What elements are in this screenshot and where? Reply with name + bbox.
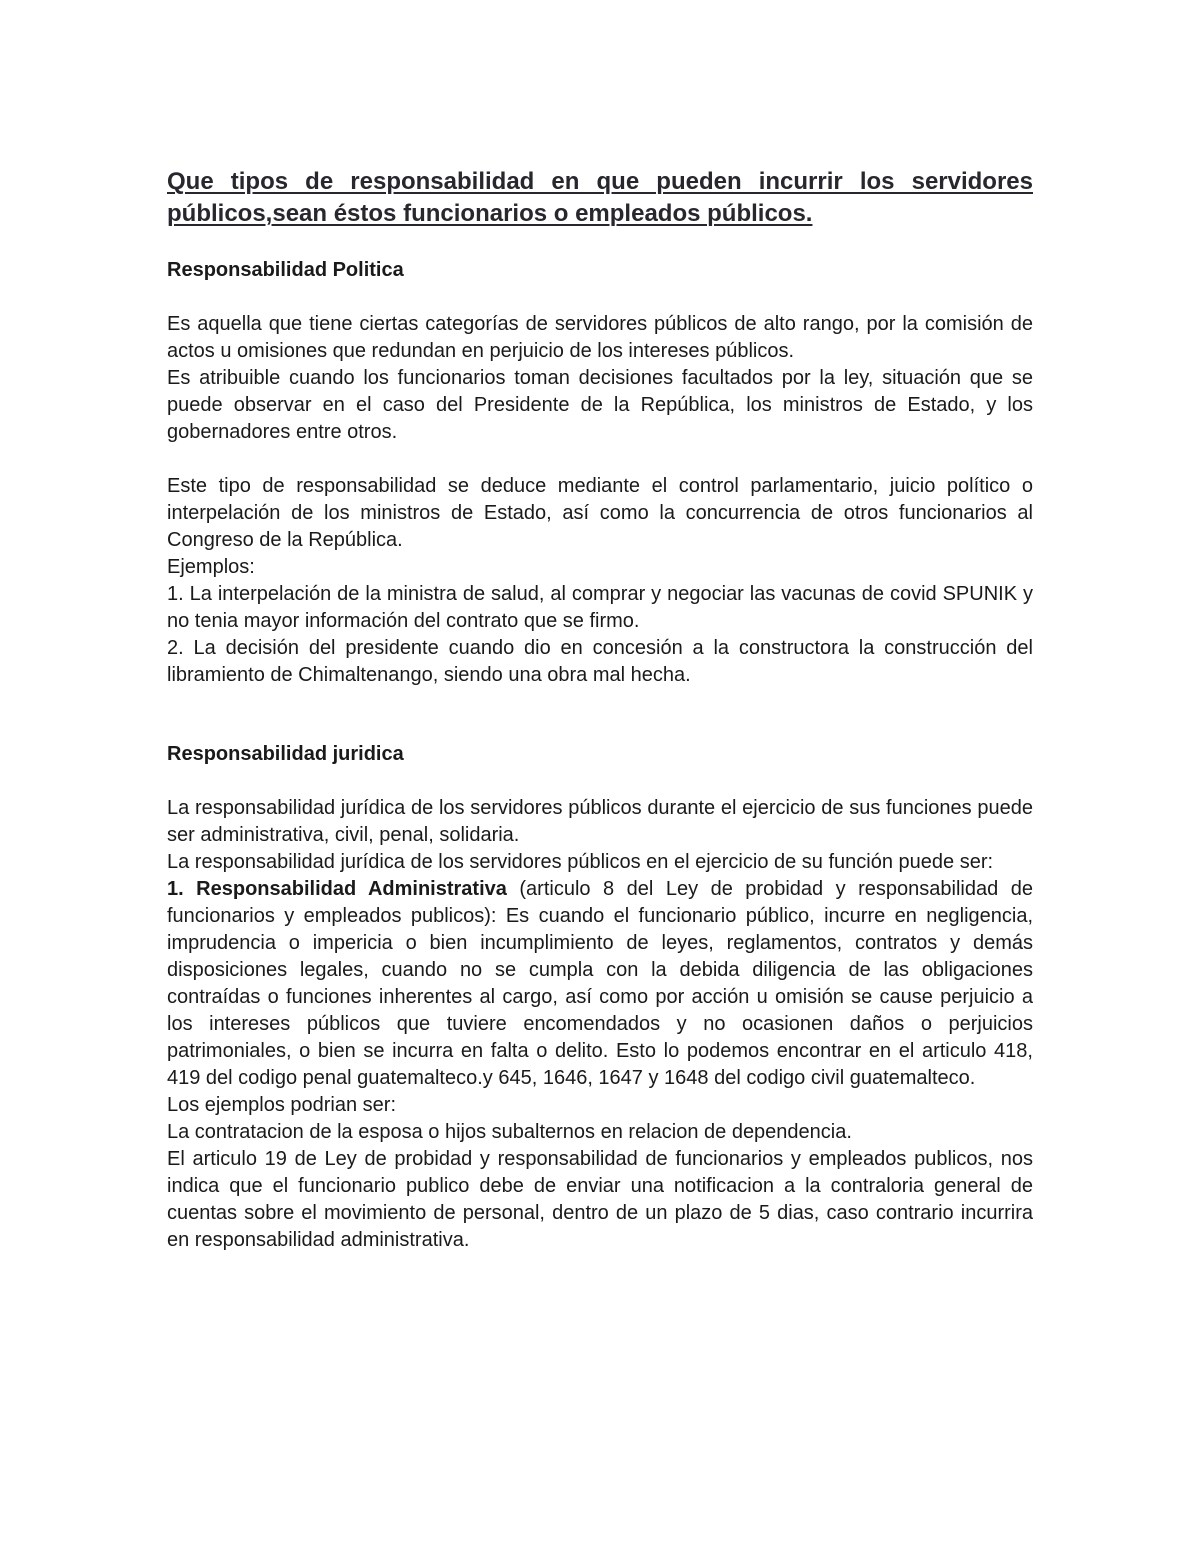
paragraph: Es aquella que tiene ciertas categorías de servidores públicos de alto rango, por la comisión de actos u omisiones que redundan en perjuicio de los intereses públicos. [167, 313, 1033, 362]
paragraph: La responsabilidad jurídica de los servidores públicos en el ejercicio de su función puede ser: [167, 851, 994, 873]
paragraph: La contratacion de la esposa o hijos subalternos en relacion de dependencia. [167, 1121, 852, 1143]
document-page [167, 166, 1033, 1254]
document-title: Que tipos de responsabilidad en que pueden incurrir los servidores públicos,sean éstos funcionarios o empleados públicos. [167, 168, 1033, 227]
paragraph: Es atribuible cuando los funcionarios toman decisiones facultados por la ley, situación que se puede observar en el caso del Presidente de la República, los ministros de Estado, y los gobernadores entre otros. [167, 367, 1033, 443]
section-heading-juridica: Responsabilidad juridica [167, 743, 404, 765]
example-item: 2. La decisión del presidente cuando dio en concesión a la constructora la construcción del libramiento de Chimaltenango, siendo una obra mal hecha. [167, 637, 1033, 686]
list-item-title: 1. Responsabilidad Administrativa [167, 878, 507, 900]
list-item-responsabilidad-administrativa [167, 876, 1033, 1092]
paragraph: El articulo 19 de Ley de probidad y responsabilidad de funcionarios y empleados publicos, nos indica que el funcionario publico debe de enviar una notificacion a la contraloria general de cuentas sobre el movimiento de personal, dentro de un plazo de 5 dias, caso contrario incurrira en responsabilidad administrativa. [167, 1148, 1033, 1251]
section-heading-politica: Responsabilidad Politica [167, 259, 404, 281]
paragraph: Los ejemplos podrian ser: [167, 1094, 397, 1116]
paragraph: Este tipo de responsabilidad se deduce mediante el control parlamentario, juicio político o interpelación de los ministros de Estado, así como la concurrencia de otros funcionarios al Congreso de la República. [167, 475, 1033, 551]
paragraph: La responsabilidad jurídica de los servidores públicos durante el ejercicio de sus funciones puede ser administrativa, civil, penal, solidaria. [167, 797, 1033, 846]
example-item: 1. La interpelación de la ministra de salud, al comprar y negociar las vacunas de covid SPUNIK y no tenia mayor información del contrato que se firmo. [167, 583, 1033, 632]
list-item-text: (articulo 8 del Ley de probidad y responsabilidad de funcionarios y empleados publicos): Es cuando el funcionario público, incurre en negligencia, imprudencia o impericia o bien incumplimiento de leyes, reglamentos, contratos y demás disposiciones legales, cuando no se cumpla con la debida diligencia de las obligaciones contraídas o funciones inherentes al cargo, así como por acción u omisión se cause perjuicio a los intereses públicos que tuviere encomendados y no ocasionen daños o perjuicios patrimoniales, o bien se incurra en falta o delito. Esto lo podemos encontrar en el articulo 418, 419 del codigo penal guatemalteco.y 645, 1646, 1647 y 1648 del codigo civil guatemalteco. [167, 878, 1033, 1089]
examples-label: Ejemplos: [167, 556, 255, 578]
